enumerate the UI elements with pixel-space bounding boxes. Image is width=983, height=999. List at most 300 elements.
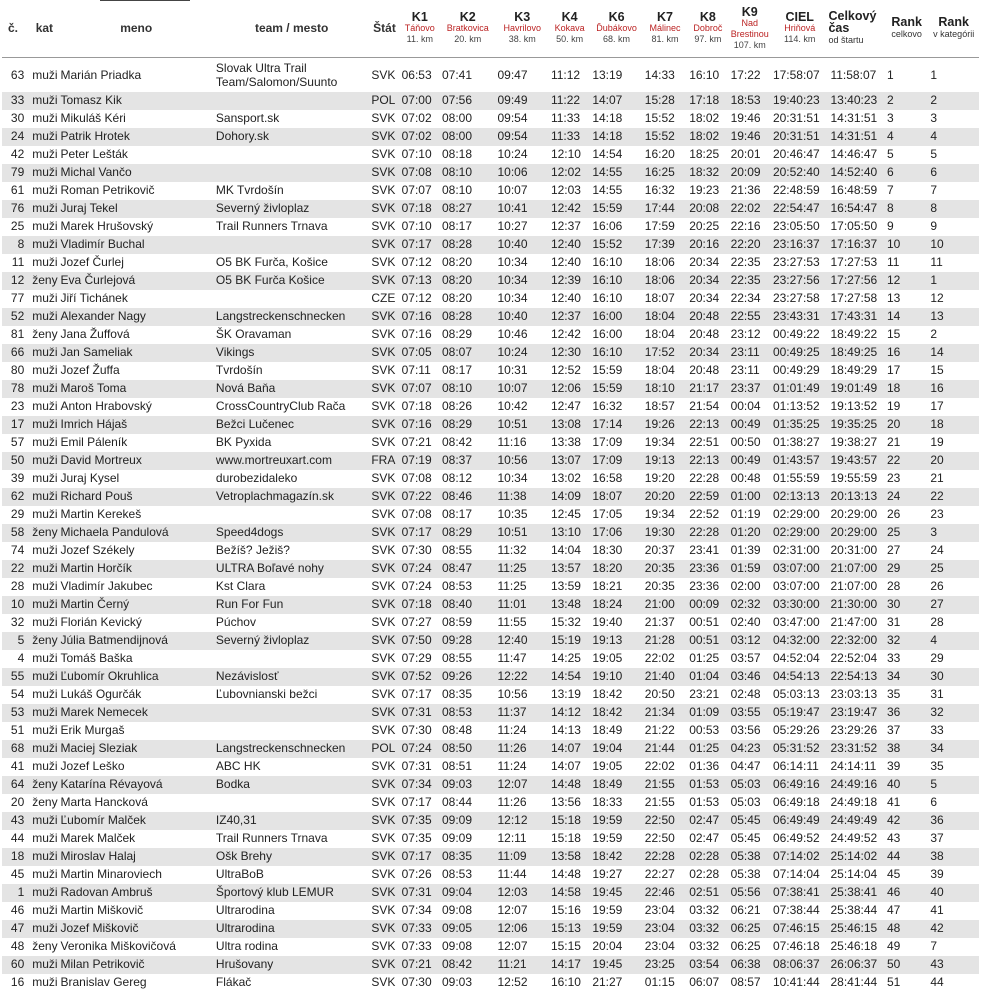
cell-total-time: 14:52:40 xyxy=(830,165,878,179)
cell-bib: 57 xyxy=(10,435,25,449)
results-body xyxy=(2,57,979,992)
cell-rank-overall: 30 xyxy=(886,597,901,611)
cell-finish-time: 00:49:22 xyxy=(772,327,820,341)
cell-category: ženy xyxy=(32,939,58,953)
cell-state: SVK xyxy=(371,67,396,82)
cell-k4-time: 12:45 xyxy=(550,507,581,521)
cell-k9-time: 02:40 xyxy=(730,615,761,629)
cell-k2-time: 08:29 xyxy=(441,417,472,431)
col-k4: K4 Kokava 50. km xyxy=(554,10,585,45)
cell-team: Ultra rodina xyxy=(215,939,278,953)
cell-team: Kst Clara xyxy=(215,579,266,593)
cell-rank-category: 41 xyxy=(930,903,944,917)
cell-k7-time: 20:50 xyxy=(644,687,675,701)
table-row xyxy=(2,434,979,452)
cell-state: SVK xyxy=(371,939,396,953)
cell-bib: 52 xyxy=(10,309,25,323)
cell-k1-time: 07:52 xyxy=(401,669,432,683)
cell-k3-time: 11:55 xyxy=(497,615,527,629)
col-name: meno xyxy=(120,21,153,36)
table-row xyxy=(2,704,979,722)
cell-k1-time: 07:24 xyxy=(401,741,432,755)
cell-runner-name: Marek Malček xyxy=(60,831,136,845)
cell-k9-time: 04:23 xyxy=(730,741,761,755)
col-rank-cat: Rank v kategórii xyxy=(933,15,975,40)
cell-team: Langstreckenschnecken xyxy=(215,309,346,323)
cell-finish-time: 03:07:00 xyxy=(772,579,820,593)
cell-bib: 43 xyxy=(10,813,25,827)
cell-total-time: 17:27:58 xyxy=(830,291,878,305)
cell-category: muži xyxy=(32,885,58,899)
cell-k9-time: 00:48 xyxy=(730,471,761,485)
cell-rank-category: 1 xyxy=(930,273,938,287)
cell-k2-time: 08:35 xyxy=(441,687,472,701)
cell-k7-time: 23:04 xyxy=(644,903,675,917)
cell-team xyxy=(214,722,369,740)
cell-bib: 18 xyxy=(10,849,25,863)
cell-team: Nezávislosť xyxy=(215,669,279,683)
cell-k7-time: 23:04 xyxy=(644,921,675,935)
cell-rank-category: 34 xyxy=(930,741,944,755)
cell-category: muži xyxy=(32,453,58,467)
cell-runner-name: Radovan Ambruš xyxy=(60,885,153,899)
cell-runner-name: Ľubomír Malček xyxy=(60,813,146,827)
cell-k7-time: 19:34 xyxy=(644,507,675,521)
cell-k6-time: 19:05 xyxy=(592,651,623,665)
cell-k6-time: 18:42 xyxy=(592,705,623,719)
cell-k9-time: 05:03 xyxy=(730,795,761,809)
cell-finish-time: 22:54:47 xyxy=(772,201,820,215)
cell-k9-time: 19:46 xyxy=(730,129,761,143)
cell-k9-time: 22:02 xyxy=(730,201,761,215)
cell-k7-time: 22:46 xyxy=(644,885,675,899)
cell-category: muži xyxy=(32,849,58,863)
cell-finish-time: 05:19:47 xyxy=(772,705,820,719)
cell-k3-time: 10:24 xyxy=(497,345,528,359)
cell-k7-time: 19:30 xyxy=(644,525,675,539)
cell-k4-time: 12:03 xyxy=(550,183,581,197)
cell-state: SVK xyxy=(371,885,396,899)
cell-state: SVK xyxy=(371,723,396,737)
cell-runner-name: Marta Hancková xyxy=(60,795,148,809)
cell-runner-name: Eva Čurlejová xyxy=(60,273,136,287)
col-team: team / mesto xyxy=(254,21,329,36)
cell-k3-time: 10:56 xyxy=(497,687,528,701)
cell-k1-time: 07:05 xyxy=(401,345,432,359)
cell-rank-category: 15 xyxy=(930,363,944,377)
cell-k6-time: 14:18 xyxy=(592,129,623,143)
cell-k4-time: 14:17 xyxy=(550,957,581,971)
cell-rank-overall: 43 xyxy=(886,831,901,845)
cell-k3-time: 11:26 xyxy=(497,741,527,755)
cell-total-time: 20:29:00 xyxy=(830,525,878,539)
cell-k6-time: 18:33 xyxy=(592,795,623,809)
cell-runner-name: Florián Kevický xyxy=(60,615,142,629)
cell-k8-time: 23:41 xyxy=(689,543,720,557)
cell-bib: 76 xyxy=(10,201,25,215)
cell-k6-time: 15:59 xyxy=(592,381,623,395)
cell-state: SVK xyxy=(371,759,396,773)
cell-rank-overall: 27 xyxy=(886,543,901,557)
cell-k6-time: 17:05 xyxy=(592,507,623,521)
cell-rank-overall: 18 xyxy=(886,381,901,395)
cell-runner-name: Juraj Kysel xyxy=(60,471,120,485)
cell-k8-time: 01:36 xyxy=(689,759,720,773)
cell-finish-time: 03:30:00 xyxy=(772,597,820,611)
cell-k2-time: 08:55 xyxy=(441,651,472,665)
cell-k3-time: 12:52 xyxy=(497,975,528,989)
cell-k4-time: 14:48 xyxy=(550,777,581,791)
cell-k1-time: 07:35 xyxy=(401,813,432,827)
cell-rank-category: 29 xyxy=(930,651,944,665)
cell-k1-time: 07:22 xyxy=(401,489,432,503)
cell-k2-time: 09:08 xyxy=(441,939,472,953)
cell-total-time: 19:55:59 xyxy=(830,471,878,485)
cell-rank-overall: 28 xyxy=(886,579,901,593)
cell-k3-time: 12:03 xyxy=(497,885,528,899)
cell-team: Bežci Lučenec xyxy=(215,417,294,431)
cell-k6-time: 18:24 xyxy=(592,597,623,611)
col-k8: K8 Dobroč 97. km xyxy=(693,10,723,45)
cell-k3-time: 11:26 xyxy=(497,795,527,809)
table-row xyxy=(2,740,979,758)
cell-k6-time: 17:06 xyxy=(592,525,623,539)
cell-k1-time: 07:30 xyxy=(401,723,432,737)
cell-k1-time: 07:08 xyxy=(401,471,432,485)
cell-category: muži xyxy=(32,741,58,755)
cell-k6-time: 16:32 xyxy=(592,399,623,413)
cell-k6-time: 19:59 xyxy=(592,903,623,917)
cell-bib: 33 xyxy=(10,93,25,107)
cell-runner-name: Mikuláš Kéri xyxy=(60,111,126,125)
cell-k3-time: 10:34 xyxy=(497,291,528,305)
cell-rank-overall: 1 xyxy=(886,67,894,82)
cell-category: muži xyxy=(32,165,58,179)
cell-k3-time: 10:42 xyxy=(497,399,528,413)
cell-rank-category: 10 xyxy=(930,237,944,251)
cell-finish-time: 02:29:00 xyxy=(772,525,820,539)
cell-bib: 54 xyxy=(10,687,25,701)
cell-k8-time: 01:09 xyxy=(689,705,720,719)
cell-k7-time: 18:57 xyxy=(644,399,675,413)
cell-state: SVK xyxy=(371,345,396,359)
cell-k4-time: 14:25 xyxy=(550,651,581,665)
cell-runner-name: Emil Páleník xyxy=(60,435,128,449)
cell-k1-time: 07:08 xyxy=(401,165,432,179)
cell-k6-time: 18:30 xyxy=(592,543,623,557)
cell-k2-time: 08:10 xyxy=(441,183,472,197)
cell-category: muži xyxy=(32,417,58,431)
cell-state: SVK xyxy=(371,435,396,449)
cell-k1-time: 07:11 xyxy=(401,363,431,377)
cell-runner-name: Richard Pouš xyxy=(60,489,133,503)
cell-k8-time: 20:25 xyxy=(689,219,720,233)
cell-bib: 66 xyxy=(10,345,25,359)
cell-k7-time: 15:52 xyxy=(644,111,675,125)
cell-k4-time: 15:19 xyxy=(550,633,581,647)
cell-k3-time: 12:07 xyxy=(497,939,528,953)
cell-runner-name: Martin Horčík xyxy=(60,561,132,575)
cell-total-time: 24:49:52 xyxy=(830,831,878,845)
cell-finish-time: 07:46:18 xyxy=(772,939,820,953)
col-k3: K3 Havrilovo 38. km xyxy=(503,10,541,45)
cell-k4-time: 15:15 xyxy=(550,939,581,953)
cell-k3-time: 10:07 xyxy=(497,381,528,395)
table-row xyxy=(2,650,979,668)
cell-k4-time: 13:02 xyxy=(550,471,581,485)
cell-k2-time: 08:53 xyxy=(441,579,472,593)
cell-k8-time: 22:13 xyxy=(689,417,720,431)
cell-bib: 17 xyxy=(10,417,25,431)
cell-k8-time: 01:53 xyxy=(689,777,720,791)
cell-k8-time: 19:23 xyxy=(689,183,720,197)
cell-total-time: 18:49:22 xyxy=(830,327,878,341)
cell-finish-time: 06:14:11 xyxy=(772,759,819,773)
cell-k6-time: 15:59 xyxy=(592,201,623,215)
cell-category: muži xyxy=(32,759,58,773)
cell-k7-time: 19:34 xyxy=(644,435,675,449)
table-row xyxy=(2,812,979,830)
cell-k3-time: 11:44 xyxy=(497,867,527,881)
cell-finish-time: 07:38:41 xyxy=(772,885,820,899)
cell-k9-time: 22:16 xyxy=(730,219,761,233)
cell-k2-time: 08:00 xyxy=(441,129,472,143)
cell-k3-time: 11:24 xyxy=(497,723,527,737)
cell-category: muži xyxy=(32,597,58,611)
cell-team xyxy=(214,650,369,668)
cell-state: SVK xyxy=(371,507,396,521)
cell-total-time: 21:07:00 xyxy=(830,561,878,575)
table-row xyxy=(2,416,979,434)
cell-k7-time: 21:34 xyxy=(644,705,675,719)
cell-bib: 74 xyxy=(10,543,25,557)
cell-rank-category: 25 xyxy=(930,561,944,575)
cell-k8-time: 02:51 xyxy=(689,885,720,899)
cell-k1-time: 07:31 xyxy=(401,885,432,899)
cell-runner-name: Martin Černý xyxy=(60,597,130,611)
cell-bib: 68 xyxy=(10,741,25,755)
cell-k8-time: 22:52 xyxy=(689,507,720,521)
cell-state: SVK xyxy=(371,489,396,503)
cell-category: ženy xyxy=(32,795,58,809)
col-state: Štát xyxy=(373,21,396,36)
cell-k4-time: 15:13 xyxy=(550,921,581,935)
cell-rank-category: 13 xyxy=(930,309,944,323)
cell-team: Run For Fun xyxy=(215,597,284,611)
table-row xyxy=(2,776,979,794)
cell-k6-time: 18:20 xyxy=(592,561,623,575)
cell-total-time: 22:32:00 xyxy=(830,633,878,647)
cell-rank-overall: 15 xyxy=(886,327,901,341)
cell-category: muži xyxy=(32,723,58,737)
cell-state: SVK xyxy=(371,129,396,143)
cell-k7-time: 18:04 xyxy=(644,363,675,377)
cell-team: Hrušovany xyxy=(215,957,274,971)
cell-rank-overall: 29 xyxy=(886,561,901,575)
table-row xyxy=(2,848,979,866)
cell-k9-time: 05:45 xyxy=(730,831,761,845)
cell-k2-time: 08:42 xyxy=(441,957,472,971)
cell-total-time: 21:07:00 xyxy=(830,579,878,593)
cell-finish-time: 23:43:31 xyxy=(772,309,820,323)
cell-k9-time: 05:56 xyxy=(730,885,761,899)
cell-state: SVK xyxy=(371,399,396,413)
cell-k1-time: 07:17 xyxy=(401,237,432,251)
cell-k4-time: 11:22 xyxy=(550,93,581,107)
cell-k8-time: 23:21 xyxy=(689,687,720,701)
cell-total-time: 25:14:04 xyxy=(830,867,878,881)
cell-total-time: 18:49:29 xyxy=(830,363,878,377)
col-k6: K6 Ďubákovo 68. km xyxy=(596,10,637,45)
cell-state: SVK xyxy=(371,831,396,845)
cell-total-time: 22:52:04 xyxy=(830,651,878,665)
cell-k9-time: 04:47 xyxy=(730,759,761,773)
cell-k3-time: 09:54 xyxy=(497,129,528,143)
cell-k4-time: 11:33 xyxy=(550,111,581,125)
cell-finish-time: 02:29:00 xyxy=(772,507,820,521)
cell-state: POL xyxy=(371,741,396,755)
cell-state: SVK xyxy=(371,381,396,395)
cell-state: SVK xyxy=(371,687,396,701)
cell-total-time: 23:03:13 xyxy=(830,687,878,701)
cell-category: ženy xyxy=(32,525,58,539)
cell-k3-time: 09:54 xyxy=(497,111,528,125)
cell-k9-time: 05:38 xyxy=(730,849,761,863)
cell-category: muži xyxy=(32,129,58,143)
cell-k1-time: 07:00 xyxy=(401,93,432,107)
cell-runner-name: Michaela Pandulová xyxy=(60,525,169,539)
cell-k8-time: 20:48 xyxy=(689,309,720,323)
cell-k6-time: 19:27 xyxy=(592,867,623,881)
cell-k9-time: 05:45 xyxy=(730,813,761,827)
cell-k9-time: 01:59 xyxy=(730,561,761,575)
cell-k3-time: 10:31 xyxy=(497,363,528,377)
cell-k3-time: 11:37 xyxy=(497,705,527,719)
cell-k6-time: 16:10 xyxy=(592,345,623,359)
cell-finish-time: 01:35:25 xyxy=(772,417,820,431)
cell-total-time: 14:31:51 xyxy=(830,129,878,143)
cell-state: SVK xyxy=(371,165,396,179)
cell-k8-time: 22:59 xyxy=(689,489,720,503)
cell-rank-overall: 35 xyxy=(886,687,901,701)
cell-k6-time: 16:10 xyxy=(592,291,623,305)
cell-k4-time: 13:58 xyxy=(550,849,581,863)
cell-k2-time: 08:29 xyxy=(441,327,472,341)
cell-k4-time: 12:02 xyxy=(550,165,581,179)
cell-k9-time: 23:11 xyxy=(730,363,760,377)
cell-k7-time: 20:20 xyxy=(644,489,675,503)
cell-total-time: 23:19:47 xyxy=(830,705,878,719)
cell-finish-time: 07:46:15 xyxy=(772,921,820,935)
cell-k7-time: 18:04 xyxy=(644,309,675,323)
cell-total-time: 20:31:00 xyxy=(830,543,878,557)
cell-bib: 4 xyxy=(17,651,25,665)
cell-category: muži xyxy=(32,291,58,305)
cell-k6-time: 18:49 xyxy=(592,777,623,791)
cell-k2-time: 08:53 xyxy=(441,705,472,719)
cell-k8-time: 22:28 xyxy=(689,471,720,485)
cell-k1-time: 07:30 xyxy=(401,543,432,557)
table-row xyxy=(2,506,979,524)
cell-k2-time: 09:28 xyxy=(441,633,472,647)
cell-runner-name: Vladimír Buchal xyxy=(60,237,145,251)
cell-k1-time: 07:17 xyxy=(401,687,432,701)
cell-finish-time: 05:29:26 xyxy=(772,723,820,737)
table-row xyxy=(2,182,979,200)
cell-bib: 22 xyxy=(10,561,25,575)
cell-finish-time: 19:40:23 xyxy=(772,93,820,107)
cell-total-time: 24:49:18 xyxy=(830,795,878,809)
cell-k7-time: 18:10 xyxy=(644,381,675,395)
cell-k4-time: 12:40 xyxy=(550,291,581,305)
cell-bib: 48 xyxy=(10,939,25,953)
cell-rank-overall: 33 xyxy=(886,651,901,665)
cell-total-time: 17:27:53 xyxy=(830,255,878,269)
cell-team xyxy=(214,506,369,524)
cell-rank-overall: 34 xyxy=(886,669,901,683)
cell-finish-time: 20:46:47 xyxy=(772,147,820,161)
cell-finish-time: 06:49:18 xyxy=(772,795,820,809)
cell-rank-category: 30 xyxy=(930,669,944,683)
cell-k6-time: 18:49 xyxy=(592,723,623,737)
top-rule xyxy=(100,0,190,1)
cell-k4-time: 14:04 xyxy=(550,543,581,557)
cell-state: SVK xyxy=(371,111,396,125)
cell-total-time: 25:46:15 xyxy=(830,921,878,935)
cell-k4-time: 14:13 xyxy=(550,723,581,737)
cell-bib: 24 xyxy=(10,129,25,143)
cell-state: SVK xyxy=(371,327,396,341)
cell-runner-name: Jozef Čurlej xyxy=(60,255,124,269)
cell-k7-time: 22:02 xyxy=(644,651,675,665)
cell-k4-time: 13:48 xyxy=(550,597,581,611)
cell-state: SVK xyxy=(371,525,396,539)
cell-bib: 42 xyxy=(10,147,25,161)
cell-total-time: 21:47:00 xyxy=(830,615,878,629)
cell-bib: 41 xyxy=(10,759,25,773)
cell-team: Ultrarodina xyxy=(215,921,275,935)
cell-k9-time: 00:50 xyxy=(730,435,761,449)
cell-rank-overall: 32 xyxy=(886,633,901,647)
cell-k7-time: 21:28 xyxy=(644,633,675,647)
cell-k8-time: 03:32 xyxy=(689,903,720,917)
cell-state: SVK xyxy=(371,867,396,881)
cell-rank-overall: 9 xyxy=(886,219,894,233)
cell-k1-time: 07:13 xyxy=(401,273,432,287)
cell-state: SVK xyxy=(371,615,396,629)
cell-k9-time: 21:36 xyxy=(730,183,761,197)
cell-k4-time: 15:18 xyxy=(550,813,581,827)
cell-rank-category: 3 xyxy=(930,525,938,539)
cell-runner-name: Katarína Révayová xyxy=(60,777,163,791)
cell-k1-time: 07:50 xyxy=(401,633,432,647)
cell-k3-time: 09:49 xyxy=(497,93,528,107)
cell-k1-time: 07:33 xyxy=(401,939,432,953)
cell-k1-time: 07:16 xyxy=(401,327,432,341)
cell-bib: 53 xyxy=(10,705,25,719)
cell-runner-name: Branislav Gereg xyxy=(60,975,147,989)
cell-rank-overall: 16 xyxy=(886,345,901,359)
cell-rank-overall: 2 xyxy=(886,93,894,107)
table-row xyxy=(2,920,979,938)
cell-category: muži xyxy=(32,489,58,503)
cell-k4-time: 12:06 xyxy=(550,381,581,395)
cell-k6-time: 18:42 xyxy=(592,849,623,863)
cell-finish-time: 17:58:07 xyxy=(772,67,820,82)
cell-k3-time: 12:40 xyxy=(497,633,528,647)
cell-state: SVK xyxy=(371,813,396,827)
cell-state: SVK xyxy=(371,561,396,575)
